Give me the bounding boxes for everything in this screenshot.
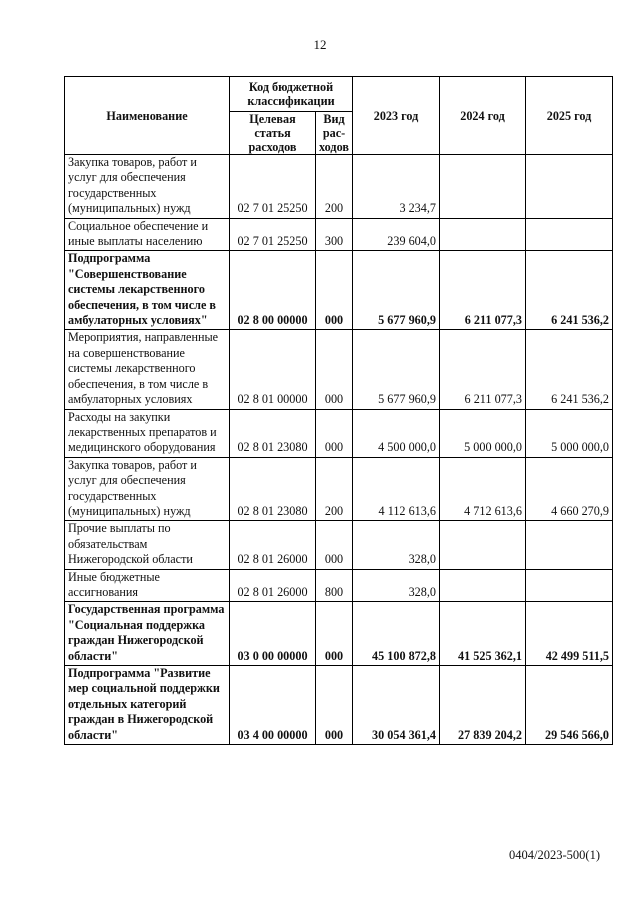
row-target-article: 02 8 01 26000 [230, 569, 316, 602]
row-value-2024: 6 211 077,3 [440, 330, 526, 409]
row-name: Социальное обеспечение и иные выплаты населению [65, 218, 230, 251]
row-name: Закупка товаров, работ и услуг для обеспечения государственных (муниципальных) нужд [65, 457, 230, 521]
row-target-article: 02 8 00 00000 [230, 251, 316, 330]
row-name: Расходы на закупки лекарственных препаратов и медицинского оборудования [65, 409, 230, 457]
header-expense-type: Вид рас-ходов [316, 112, 353, 155]
row-name: Подпрограмма "Совершенствование системы лекарственного обеспечения, в том числе в амбулаторных условиях" [65, 251, 230, 330]
row-value-2023: 239 604,0 [353, 218, 440, 251]
row-name: Закупка товаров, работ и услуг для обеспечения государственных (муниципальных) нужд [65, 155, 230, 219]
table-row [65, 218, 613, 251]
row-value-2025 [526, 155, 613, 219]
row-value-2024 [440, 521, 526, 569]
row-value-2025: 29 546 566,0 [526, 666, 613, 745]
table-row [65, 155, 613, 219]
row-value-2023: 5 677 960,9 [353, 251, 440, 330]
row-value-2023: 30 054 361,4 [353, 666, 440, 745]
row-value-2025 [526, 218, 613, 251]
row-value-2025: 4 660 270,9 [526, 457, 613, 521]
row-value-2023: 4 112 613,6 [353, 457, 440, 521]
row-value-2023: 3 234,7 [353, 155, 440, 219]
table-row [65, 666, 613, 745]
row-expense-type: 000 [316, 602, 353, 666]
row-expense-type: 000 [316, 666, 353, 745]
row-expense-type: 000 [316, 409, 353, 457]
row-expense-type: 800 [316, 569, 353, 602]
row-name: Мероприятия, направленные на совершенствование системы лекарственного обеспечения, в том числе в амбулаторных условиях [65, 330, 230, 409]
row-value-2024 [440, 218, 526, 251]
table-row [65, 569, 613, 602]
budget-table [64, 76, 613, 745]
document-code: 0404/2023-500(1) [509, 848, 600, 862]
row-value-2024: 5 000 000,0 [440, 409, 526, 457]
row-target-article: 02 8 01 23080 [230, 457, 316, 521]
header-name: Наименование [65, 77, 230, 155]
row-expense-type: 200 [316, 457, 353, 521]
row-expense-type: 300 [316, 218, 353, 251]
row-value-2024: 6 211 077,3 [440, 251, 526, 330]
page-number: 12 [313, 37, 327, 52]
row-value-2024 [440, 569, 526, 602]
header-year-2023: 2023 год [353, 77, 440, 155]
row-value-2025 [526, 521, 613, 569]
row-expense-type: 000 [316, 251, 353, 330]
row-target-article: 03 4 00 00000 [230, 666, 316, 745]
row-value-2023: 4 500 000,0 [353, 409, 440, 457]
row-value-2024: 27 839 204,2 [440, 666, 526, 745]
row-value-2025: 42 499 511,5 [526, 602, 613, 666]
header-year-2025: 2025 год [526, 77, 613, 155]
header-target-article: Целевая статья расходов [230, 112, 316, 155]
row-value-2024: 41 525 362,1 [440, 602, 526, 666]
table-row [65, 409, 613, 457]
table-row [65, 602, 613, 666]
table-body [65, 155, 613, 745]
row-target-article: 02 8 01 23080 [230, 409, 316, 457]
row-target-article: 02 7 01 25250 [230, 218, 316, 251]
row-value-2025: 6 241 536,2 [526, 330, 613, 409]
row-value-2023: 328,0 [353, 569, 440, 602]
table-row [65, 521, 613, 569]
row-value-2024 [440, 155, 526, 219]
row-target-article: 02 8 01 26000 [230, 521, 316, 569]
row-target-article: 03 0 00 00000 [230, 602, 316, 666]
row-target-article: 02 8 01 00000 [230, 330, 316, 409]
row-value-2025: 5 000 000,0 [526, 409, 613, 457]
row-value-2023: 45 100 872,8 [353, 602, 440, 666]
row-name: Прочие выплаты по обязательствам Нижегородской области [65, 521, 230, 569]
header-budget-code: Код бюджетной классификации [230, 77, 353, 112]
row-name: Иные бюджетные ассигнования [65, 569, 230, 602]
row-name: Подпрограмма "Развитие мер социальной поддержки отдельных категорий граждан в Нижегородской области" [65, 666, 230, 745]
row-name: Государственная программа "Социальная поддержка граждан Нижегородской области" [65, 602, 230, 666]
row-value-2024: 4 712 613,6 [440, 457, 526, 521]
row-expense-type: 000 [316, 330, 353, 409]
table-row [65, 330, 613, 409]
row-value-2023: 328,0 [353, 521, 440, 569]
row-expense-type: 000 [316, 521, 353, 569]
row-value-2025: 6 241 536,2 [526, 251, 613, 330]
row-expense-type: 200 [316, 155, 353, 219]
header-year-2024: 2024 год [440, 77, 526, 155]
row-value-2023: 5 677 960,9 [353, 330, 440, 409]
table-row [65, 457, 613, 521]
table-row [65, 251, 613, 330]
row-target-article: 02 7 01 25250 [230, 155, 316, 219]
row-value-2025 [526, 569, 613, 602]
